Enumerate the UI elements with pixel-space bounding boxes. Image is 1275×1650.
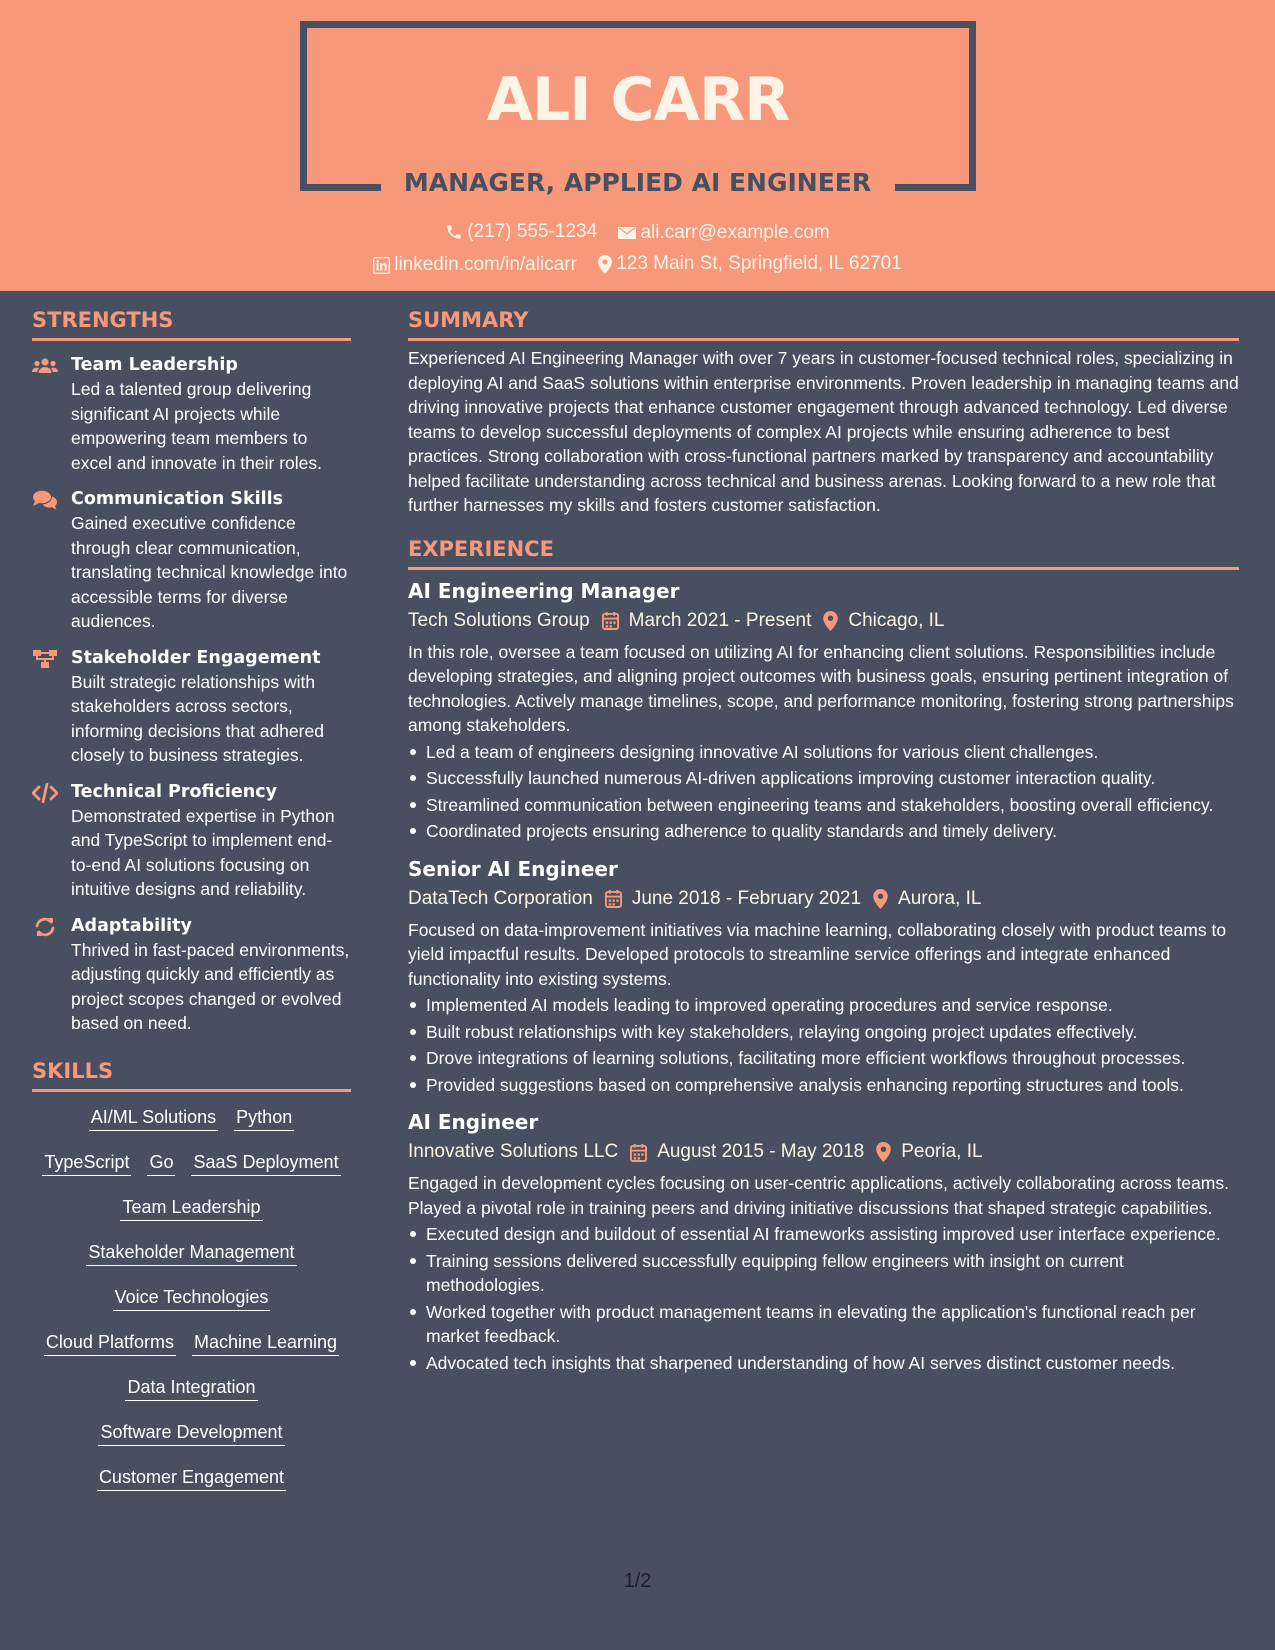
skill-row [32, 1419, 351, 1464]
job-bullets [408, 993, 1239, 1097]
skill-row [32, 1329, 351, 1374]
skill-row [32, 1149, 351, 1194]
skill-tag: Customer Engagement [97, 1464, 286, 1491]
email-text: ali.carr@example.com [640, 222, 830, 243]
strength-desc: Led a talented group delivering significant AI projects while empowering team members to excel and innovate in their roles. [71, 379, 322, 473]
map-marker-icon [873, 889, 888, 909]
skill-tag: Data Integration [125, 1374, 257, 1401]
sitemap-icon [32, 649, 58, 669]
strength-desc: Demonstrated expertise in Python and TypeScript to implement end-to-end AI solutions focusing on intuitive designs and reliability. [71, 805, 335, 899]
envelope-icon [618, 225, 636, 241]
list-item: Drove integrations of learning solutions, facilitating more efficient workflows throughout processes. [408, 1046, 1239, 1071]
job-location: Peoria, IL [901, 1141, 983, 1162]
skill-tag: Cloud Platforms [44, 1329, 176, 1356]
list-item: Led a team of engineers designing innovative AI solutions for various client challenges. [408, 740, 1239, 765]
sync-icon [32, 917, 58, 937]
list-item: Implemented AI models leading to improved operating procedures and service response. [408, 993, 1239, 1018]
skill-tag: Machine Learning [192, 1329, 339, 1356]
skill-tag: Stakeholder Management [86, 1239, 296, 1266]
strength-desc: Built strategic relationships with stakeholders across sectors, informing decisions that adhered closely to business strategies. [71, 671, 324, 765]
experience-heading: EXPERIENCE [408, 534, 1239, 570]
skill-tag: Go [147, 1149, 175, 1176]
summary-heading: SUMMARY [408, 305, 1239, 341]
summary-text: Experienced AI Engineering Manager with over 7 years in customer-focused technical roles, specializing in deploying AI and SaaS solutions within enterprise environments. Proven leadership in managing teams and driving innovative projects that enhance customer engagement through advanced technology. Led diverse teams to develop successful deployments of complex AI projects while ensuring adherence to best practices. Strong collaboration with cross-functional partners marked by transparency and accountability helped facilitate understanding across technical and business arenas. Looking forward to a new role that further harnesses my skills and fosters customer satisfaction. [408, 348, 1239, 515]
job-description: In this role, oversee a team focused on utilizing AI for enhancing client solutions. Responsibilities include developing strategies, and aligning project outcomes with business goals, ensuring pertinent integration of technologies. Actively manage timelines, scope, and performance monitoring, fostering strong partnerships among stakeholders. [408, 641, 1234, 735]
users-icon [32, 356, 58, 376]
contact-row-1 [0, 219, 1275, 249]
list-item: Provided suggestions based on comprehensive analysis enhancing reporting structures and tools. [408, 1073, 1239, 1098]
strength-item [32, 646, 351, 768]
job-title: Senior AI Engineer [408, 856, 618, 881]
strength-title: Adaptability [71, 915, 192, 936]
strength-item [32, 914, 351, 1036]
job-entry [408, 576, 1239, 844]
job-dates: March 2021 - Present [628, 609, 812, 631]
skill-row [32, 1374, 351, 1419]
skill-row [32, 1194, 351, 1239]
email-item[interactable] [618, 220, 829, 246]
candidate-name: ALI CARR [486, 65, 790, 135]
page-number: 1/2 [623, 1570, 652, 1592]
job-description: Engaged in development cycles focusing on user-centric applications, actively collaborating across teams. Played a pivotal role in training peers and driving initiative discussions that shaped strategic capabilities. [408, 1173, 1229, 1218]
calendar-icon [605, 889, 622, 908]
linkedin-text: linkedin.com/in/alicarr [394, 254, 577, 275]
phone-icon [445, 223, 463, 241]
strength-title: Team Leadership [71, 355, 238, 375]
skill-tag: SaaS Deployment [191, 1149, 340, 1176]
address-text: 123 Main St, Springfield, IL 62701 [616, 253, 902, 274]
job-company: DataTech Corporation [408, 887, 593, 909]
strength-item [32, 487, 351, 634]
job-title: AI Engineering Manager [408, 578, 680, 603]
strength-title: Technical Proficiency [71, 781, 277, 802]
right-column [408, 305, 1239, 1377]
strength-desc: Gained executive confidence through clear communication, translating technical knowledge into accessible terms for diverse audiences. [71, 513, 348, 631]
job-company: Tech Solutions Group [408, 609, 590, 631]
list-item: Successfully launched numerous AI-driven applications improving customer interaction quality. [408, 766, 1239, 791]
skill-tag: AI/ML Solutions [89, 1104, 218, 1131]
job-bullets [408, 740, 1239, 844]
skills-list [32, 1104, 351, 1509]
job-company: Innovative Solutions LLC [408, 1141, 619, 1162]
skill-row [32, 1239, 351, 1284]
map-marker-icon [823, 611, 838, 631]
list-item: Advocated tech insights that sharpened understanding of how AI serves distinct customer needs. [408, 1351, 1239, 1376]
skill-row [32, 1464, 351, 1509]
address-item [598, 251, 902, 277]
skill-row [32, 1284, 351, 1329]
strength-title: Stakeholder Engagement [71, 647, 321, 668]
strength-desc: Thrived in fast-paced environments, adjusting quickly and efficiently as project scopes changed or evolved based on need. [71, 939, 350, 1033]
candidate-title: MANAGER, APPLIED AI ENGINEER [403, 168, 872, 197]
skill-tag: Software Development [98, 1419, 284, 1446]
list-item: Training sessions delivered successfully equipping fellow engineers with insight on current methodologies. [408, 1249, 1239, 1298]
resume-header [0, 0, 1275, 291]
job-title: AI Engineer [408, 1110, 539, 1134]
job-bullets [408, 1222, 1239, 1375]
strength-item [32, 780, 351, 902]
job-entry [408, 854, 1239, 1098]
calendar-icon [630, 1143, 647, 1162]
map-marker-icon [876, 1142, 891, 1162]
job-dates: June 2018 - February 2021 [631, 887, 862, 909]
linkedin-item[interactable] [373, 252, 577, 278]
linkedin-icon [373, 257, 390, 274]
comments-icon [32, 490, 58, 510]
list-item: Built robust relationships with key stakeholders, relaying ongoing project updates effectively. [408, 1020, 1239, 1045]
list-item: Worked together with product management teams in elevating the application's functional reach per market feedback. [408, 1300, 1239, 1349]
left-column [32, 305, 351, 1509]
job-meta [408, 1137, 1239, 1167]
phone-text: (217) 555-1234 [467, 221, 598, 242]
strength-title: Communication Skills [71, 489, 284, 509]
phone-item[interactable] [445, 219, 597, 245]
job-entry [408, 1107, 1239, 1375]
map-marker-icon [598, 255, 612, 274]
skills-heading: SKILLS [32, 1056, 351, 1092]
job-location: Aurora, IL [898, 887, 982, 909]
job-description: Focused on data-improvement initiatives via machine learning, collaborating closely with product teams to yield impactful results. Developed protocols to streamline service offerings and integrate enhanced functionality into existing systems. [408, 919, 1227, 989]
skill-tag: Voice Technologies [113, 1284, 271, 1311]
skill-row [32, 1104, 351, 1149]
list-item: Streamlined communication between engineering teams and stakeholders, boosting overall efficiency. [408, 793, 1239, 818]
skill-tag: Python [234, 1104, 294, 1131]
contact-row-2 [0, 251, 1275, 282]
job-meta [408, 606, 1239, 636]
job-dates: August 2015 - May 2018 [657, 1141, 865, 1162]
skill-tag: Team Leadership [120, 1194, 262, 1221]
code-icon [32, 783, 58, 803]
calendar-icon [602, 611, 619, 630]
job-location: Chicago, IL [848, 609, 945, 631]
skill-tag: TypeScript [42, 1149, 131, 1176]
list-item: Executed design and buildout of essential AI frameworks assisting improved user interface experience. [408, 1222, 1239, 1247]
strength-item [32, 353, 351, 475]
list-item: Coordinated projects ensuring adherence to quality standards and timely delivery. [408, 819, 1239, 844]
job-meta [408, 884, 1239, 914]
strengths-heading: STRENGTHS [32, 305, 351, 341]
